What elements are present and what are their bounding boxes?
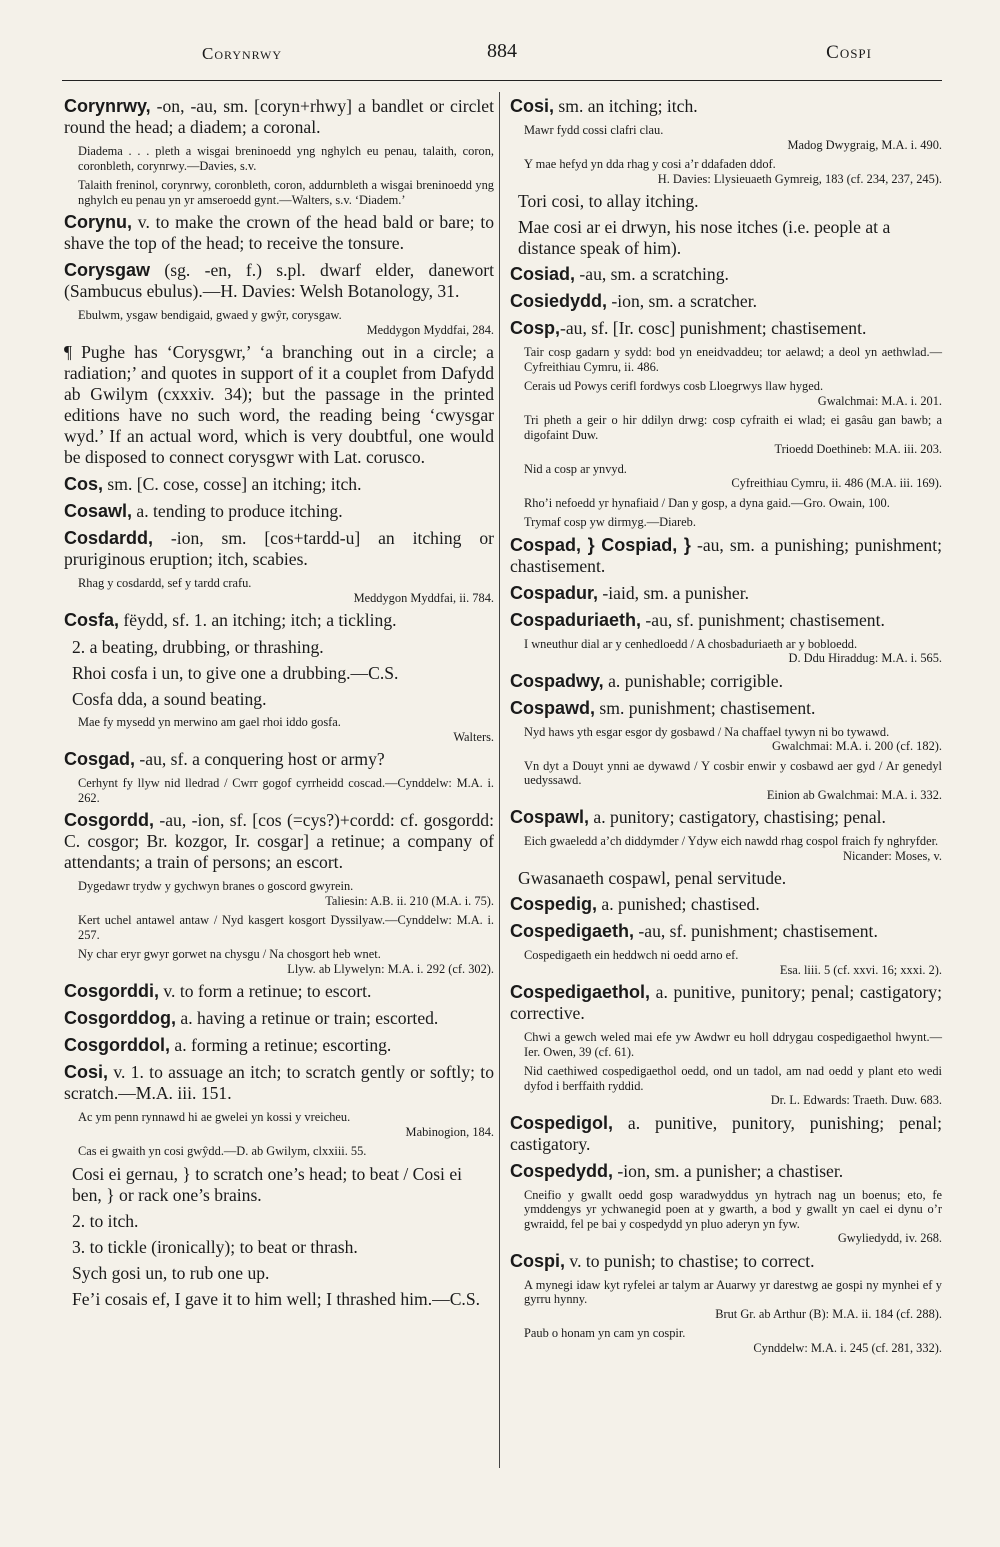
dictionary-entry xyxy=(510,1161,942,1182)
headword: Cospadur, xyxy=(510,582,599,603)
dictionary-entry xyxy=(510,318,942,339)
quotation-text: Y mae hefyd yn dda rhag y cosi a’r ddafaden ddof. xyxy=(524,157,776,171)
quotation xyxy=(524,1326,942,1355)
dictionary-entry xyxy=(510,921,942,942)
definition: v. to punish; to chastise; to correct. xyxy=(565,1250,815,1271)
definition: sm. punishment; chastisement. xyxy=(595,697,816,718)
quotation-text: Paub o honam yn cam yn cospir. xyxy=(524,1326,686,1340)
quotation-text: Ny char eryr gwyr gorwet na chysgu / Na chosgort heb wnet. xyxy=(78,947,381,961)
quotation-source: Nicander: Moses, v. xyxy=(843,848,942,863)
definition: -au, sm. a scratching. xyxy=(575,264,729,284)
quotation-text: Mae fy mysedd yn merwino am gael rhoi iddo gosfa. xyxy=(78,715,341,729)
quotation xyxy=(78,715,494,744)
definition: -iaid, sm. a punisher. xyxy=(598,582,750,603)
quotation-source: Walters. xyxy=(453,729,494,744)
quotation xyxy=(524,725,942,754)
column-divider xyxy=(499,92,500,1468)
definition: v. 1. to assuage an itch; to scratch gently or softly; to scratch.—M.A. iii. 151. xyxy=(64,1062,494,1103)
headword: Cosawl, xyxy=(64,501,133,521)
definition: a. punishable; corrigible. xyxy=(603,670,783,691)
dictionary-entry xyxy=(64,1035,494,1056)
headword: Cospedig, xyxy=(510,894,598,914)
dictionary-entry xyxy=(510,535,942,577)
left-column xyxy=(64,96,494,1315)
quotation-text: Mawr fydd cossi clafri clau. xyxy=(524,123,664,137)
quotation xyxy=(78,776,494,805)
quotation xyxy=(524,496,942,511)
dictionary-entry xyxy=(64,1008,494,1029)
quotation-text: Tri pheth a geir o hir ddilyn drwg: cosp cyfraith ei wlad; ei gasâu gan bawb; a digofaint Duw. xyxy=(524,413,942,442)
quotation-text: Ebulwm, ysgaw bendigaid, gwaed y gwŷr, corysgaw. xyxy=(78,308,342,322)
dictionary-entry xyxy=(510,698,942,719)
quotation-text: Dygedawr trydw y gychwyn branes o goscord gwyrein. xyxy=(78,879,354,893)
quotation-text: Diadema . . . pleth a wisgai breninoedd yng nghylch eu penau, talaith, coron, coronbleth, corynrwy.—Davies, s.v. xyxy=(78,144,494,173)
quotation-text: Cospedigaeth ein heddwch ni oedd arno ef. xyxy=(524,948,739,962)
sub-sense: Sych gosi un, to rub one up. xyxy=(72,1262,270,1283)
headword: Cosgorddog, xyxy=(64,1008,176,1028)
headword: Cosdardd, xyxy=(64,528,154,548)
quotation xyxy=(524,462,942,491)
page-number: 884 xyxy=(487,40,517,62)
quotation-source: Trioedd Doethineb: M.A. iii. 203. xyxy=(774,442,942,456)
right-column xyxy=(510,96,942,1360)
definition: sm. an itching; itch. xyxy=(554,96,698,116)
dictionary-entry xyxy=(64,474,494,495)
quotation-text: I wneuthur dial ar y cenhedloedd / A chosbaduriaeth ar y bobloedd. xyxy=(524,636,858,651)
sub-sense: Rhoi cosfa i un, to give one a drubbing.—C.S. xyxy=(72,663,399,683)
header-right-word: Cospi xyxy=(826,42,872,63)
headword: Cospadwy, xyxy=(510,670,604,691)
dictionary-entry xyxy=(510,894,942,915)
quotation-source: Gwyliedydd, iv. 268. xyxy=(837,1231,942,1245)
definition: fëydd, sf. 1. an itching; itch; a tickling. xyxy=(119,610,397,630)
headword: Corynrwy, xyxy=(64,96,151,116)
definition: sm. [C. cose, cosse] an itching; itch. xyxy=(103,474,362,494)
headword: Corynu, xyxy=(64,212,133,232)
running-header xyxy=(62,40,942,70)
dictionary-entry xyxy=(510,583,942,604)
headword: Cosi, xyxy=(510,96,555,116)
dictionary-entry xyxy=(64,501,494,522)
headword: Cospawd, xyxy=(510,697,596,718)
headword: Cospi, xyxy=(510,1250,566,1271)
quotation-text: Nid caethiwed cospedigaethol oedd, ond un tadol, am nad oedd y plant eto wedi dyfod i berffaith ryddid. xyxy=(524,1064,942,1093)
definition: -au, -ion, sf. [cos (=cys?)+cordd: cf. gosgordd: C. cosgor; Br. kozgor, Ir. cosgar] a retinue; a company of attendants; a train of persons; an escort. xyxy=(64,810,494,872)
quotation-text: Cerais ud Powys cerifl fordwys cosb Lloegrwys llaw hyged. xyxy=(524,379,824,393)
headword: Cospaduriaeth, xyxy=(510,609,642,630)
definition: -ion, sm. a scratcher. xyxy=(607,291,758,311)
quotation xyxy=(524,637,942,666)
headword: Cosiedydd, xyxy=(510,291,608,311)
headword: Cosgordd, xyxy=(64,810,154,830)
definition: a. forming a retinue; escorting. xyxy=(170,1035,392,1055)
header-rule xyxy=(62,80,942,81)
quotation xyxy=(524,759,942,803)
definition: -ion, sm. [cos+tardd-u] an itching or pruriginous eruption; itch, scabies. xyxy=(64,528,494,569)
dictionary-entry xyxy=(510,264,942,285)
quotation xyxy=(78,576,494,605)
headword: Cosgorddol, xyxy=(64,1035,170,1055)
definition: (sg. -en, f.) s.pl. dwarf elder, danewort (Sambucus ebulus).—H. Davies: Welsh Botanology, 31. xyxy=(64,260,494,301)
sub-sense: Gwasanaeth cospawl, penal servitude. xyxy=(518,868,787,888)
definition: v. to form a retinue; to escort. xyxy=(159,981,372,1001)
headword: Cosgad, xyxy=(64,749,136,769)
dictionary-entry xyxy=(64,749,494,770)
dictionary-entry xyxy=(510,610,942,631)
headword: Cospedydd, xyxy=(510,1160,614,1181)
quotation-source: Taliesin: A.B. ii. 210 (M.A. i. 75). xyxy=(325,893,494,908)
quotation-source: Meddygon Myddfai, 284. xyxy=(366,322,494,337)
quotation xyxy=(78,913,494,942)
sub-sense: Tori cosi, to allay itching. xyxy=(518,191,699,211)
quotation-source: Brut Gr. ab Arthur (B): M.A. ii. 184 (cf. 288). xyxy=(715,1306,942,1321)
definition: a. punished; chastised. xyxy=(597,894,760,914)
quotation-text: Kert uchel antawel antaw / Nyd kasgert kosgort Dyssilyaw.—Cynddelw: M.A. i. 257. xyxy=(78,913,494,942)
quotation-text: Nid a cosp ar ynvyd. xyxy=(524,461,627,476)
quotation xyxy=(524,345,942,374)
quotation-source: D. Ddu Hiraddug: M.A. i. 565. xyxy=(788,651,942,665)
dictionary-entry xyxy=(64,96,494,138)
headword: Cosfa, xyxy=(64,610,120,630)
dictionary-entry xyxy=(64,260,494,302)
definition: -au, sm. a punishing; punishment; chastisement. xyxy=(510,534,942,576)
definition: a. punitive, punitory, punishing; penal; castigatory. xyxy=(510,1112,942,1154)
quotation-source: Mabinogion, 184. xyxy=(405,1124,494,1139)
definition: a. having a retinue or train; escorted. xyxy=(175,1008,439,1028)
quotation xyxy=(78,178,494,207)
quotation-text: Tair cosp gadarn y sydd: bod yn eneidvaddeu; tor aelawd; a deol yn aethwlad.—Cyfreithiau Cymru, ii. 486. xyxy=(524,345,942,374)
dictionary-entry xyxy=(510,982,942,1024)
quotation-text: Nyd haws yth esgar esgor dy gosbawd / Na chaffael tywyn ni bo tywawd. xyxy=(524,724,890,739)
definition: a. punitive, punitory; penal; castigatory; corrective. xyxy=(510,982,942,1023)
headword: Cospawl, xyxy=(510,807,590,827)
quotation-text: Chwi a gewch weled mai efe yw Awdwr eu holl ddrygau cospedigaethol hwynt.—Ier. Owen, 39 (cf. 61). xyxy=(524,1030,942,1059)
quotation xyxy=(524,157,942,186)
sub-sense: Fe’i cosais ef, I gave it to him well; I thrashed him.—C.S. xyxy=(72,1288,481,1309)
headword: Cospad, } Cospiad, } xyxy=(510,534,691,555)
quotation-text: Vn dyt a Douyt ynni ae dywawd / Y cosbir enwir y cosbawd aer gyd / Ar genedyl uedyssawd. xyxy=(524,758,942,787)
quotation-text: A mynegi idaw kyt ryfelei ar talym ar Auarwy yr darestwg ae gospi ny mynhei ef y gyrru hynny. xyxy=(524,1277,942,1306)
dictionary-entry xyxy=(510,1113,942,1155)
quotation-text: Cneifio y gwallt oedd gosp waradwyddus yn hytrach nag un boenus; eto, fe ymddengys yr ychwanegid poen at y gwarth, a bod y gwallt yn cael ei dynu o’r gwraidd, fel pe bai y cospedydd yn pluo aderyn yn fyw. xyxy=(524,1187,942,1231)
headword: Cospedigaeth, xyxy=(510,921,635,941)
quotation-text: Ac ym penn rynnawd hi ae gwelei yn kossi y vreicheu. xyxy=(78,1110,351,1124)
definition: -au, sf. a conquering host or army? xyxy=(135,749,385,769)
headword: Corysgaw xyxy=(64,260,151,280)
definition: v. to make the crown of the head bald or bare; to shave the top of the head; to receive the tonsure. xyxy=(64,212,494,253)
quotation xyxy=(524,1064,942,1108)
quotation-text: Eich gwaeledd a’ch diddymder / Ydyw eich nawdd rhag cospol fraich fy nghryfder. xyxy=(524,834,939,848)
quotation-source: Dr. L. Edwards: Traeth. Duw. 683. xyxy=(770,1093,942,1107)
quotation-source: Meddygon Myddfai, ii. 784. xyxy=(353,590,494,605)
quotation xyxy=(524,379,942,408)
dictionary-entry xyxy=(64,212,494,254)
definition: -au, sf. [Ir. cosc] punishment; chastisement. xyxy=(560,318,867,338)
dictionary-entry xyxy=(64,981,494,1002)
quotation xyxy=(524,1188,942,1246)
dictionary-entry xyxy=(64,342,494,468)
dictionary-entry xyxy=(64,1062,494,1104)
sub-sense: Mae cosi ar ei drwyn, his nose itches (i.e. people at a distance speak of him). xyxy=(518,217,891,258)
quotation-source: H. Davies: Llysieuaeth Gymreig, 183 (cf. 234, 237, 245). xyxy=(657,171,942,186)
dictionary-entry xyxy=(510,1251,942,1272)
dictionary-entry xyxy=(64,528,494,570)
headword: Cos, xyxy=(64,474,104,494)
quotation-source: Madog Dwygraig, M.A. i. 490. xyxy=(787,137,942,152)
quotation xyxy=(78,1110,494,1139)
sub-sense: Cosfa dda, a sound beating. xyxy=(72,689,267,709)
headword: Cosgorddi, xyxy=(64,981,159,1001)
quotation xyxy=(524,515,942,530)
quotation xyxy=(78,947,494,976)
quotation-text: Rhag y cosdardd, sef y tardd crafu. xyxy=(78,576,252,590)
quotation-source: Gwalchmai: M.A. i. 201. xyxy=(817,393,942,408)
quotation-text: Talaith freninol, corynrwy, coronbleth, coron, addurnbleth a wisgai breninoedd yng nghylch eu penau yn yr amseroedd gynt.—Walters, s.v. ‘Diadem.’ xyxy=(78,178,494,207)
definition: a. tending to produce itching. xyxy=(132,501,343,521)
quotation xyxy=(524,834,942,863)
quotation xyxy=(524,413,942,457)
sub-sense: 2. to itch. xyxy=(72,1210,139,1231)
headword: Cospedigol, xyxy=(510,1112,613,1133)
sub-sense: 2. a beating, drubbing, or thrashing. xyxy=(72,637,324,657)
quotation-source: Gwalchmai: M.A. i. 200 (cf. 182). xyxy=(772,739,942,753)
definition: -ion, sm. a punisher; a chastiser. xyxy=(613,1160,844,1181)
headword: Cosp, xyxy=(510,318,561,338)
quotation xyxy=(78,308,494,337)
quotation xyxy=(524,123,942,152)
header-left-word: Corynrwy xyxy=(202,44,283,63)
headword: Cospedigaethol, xyxy=(510,982,651,1002)
quotation xyxy=(78,144,494,173)
quotation xyxy=(524,1278,942,1322)
quotation-source: Einion ab Gwalchmai: M.A. i. 332. xyxy=(766,787,942,802)
dictionary-entry xyxy=(510,291,942,312)
quotation xyxy=(524,948,942,977)
quotation-text: Rho’i nefoedd yr hynafiaid / Dan y gosp, a dyna gaid.—Gro. Owain, 100. xyxy=(524,495,890,510)
definition: -au, sf. punishment; chastisement. xyxy=(634,921,878,941)
definition: ¶ Pughe has ‘Corysgwr,’ ‘a branching out in a circle; a radiation;’ and quotes in support of it a couplet from Dafydd ab Gwilym (cxxxiv. 34); but the passage in the printed editions have no such word, the reading being ‘cwysgar wyd.’ If an actual word, which is very doubtful, one would be disposed to connect corysgwr with Lat. corusco. xyxy=(64,342,494,467)
quotation-source: Cyfreithiau Cymru, ii. 486 (M.A. iii. 169). xyxy=(731,476,942,490)
definition: a. punitory; castigatory, chastising; penal. xyxy=(589,807,886,827)
quotation-text: Trymaf cosp yw dirmyg.—Diareb. xyxy=(524,515,696,529)
dictionary-entry xyxy=(510,96,942,117)
sub-sense: Cosi ei gernau, } to scratch one’s head; to beat / Cosi ei ben, } or rack one’s brains. xyxy=(72,1163,463,1205)
sub-sense: 3. to tickle (ironically); to beat or thrash. xyxy=(72,1236,358,1257)
dictionary-entry xyxy=(510,807,942,828)
quotation xyxy=(524,1030,942,1059)
dictionary-entry xyxy=(510,671,942,692)
definition: -au, sf. punishment; chastisement. xyxy=(641,609,885,630)
quotation-source: Cynddelw: M.A. i. 245 (cf. 281, 332). xyxy=(753,1340,942,1355)
quotation-source: Llyw. ab Llywelyn: M.A. i. 292 (cf. 302). xyxy=(287,961,494,976)
dictionary-entry xyxy=(64,610,494,631)
quotation xyxy=(78,1144,494,1159)
headword: Cosi, xyxy=(64,1062,109,1082)
definition: -on, -au, sm. [coryn+rhwy] a bandlet or circlet round the head; a diadem; a coronal. xyxy=(64,96,494,137)
quotation xyxy=(78,879,494,908)
quotation-source: Esa. liii. 5 (cf. xxvi. 16; xxxi. 2). xyxy=(779,962,942,977)
headword: Cosiad, xyxy=(510,264,576,284)
dictionary-entry xyxy=(64,810,494,873)
quotation-text: Cerhynt fy llyw nid lledrad / Cwrr gogof cyrrheidd coscad.—Cynddelw: M.A. i. 262. xyxy=(78,776,494,805)
quotation-text: Cas ei gwaith yn cosi gwŷdd.—D. ab Gwilym, clxxiii. 55. xyxy=(78,1144,367,1158)
